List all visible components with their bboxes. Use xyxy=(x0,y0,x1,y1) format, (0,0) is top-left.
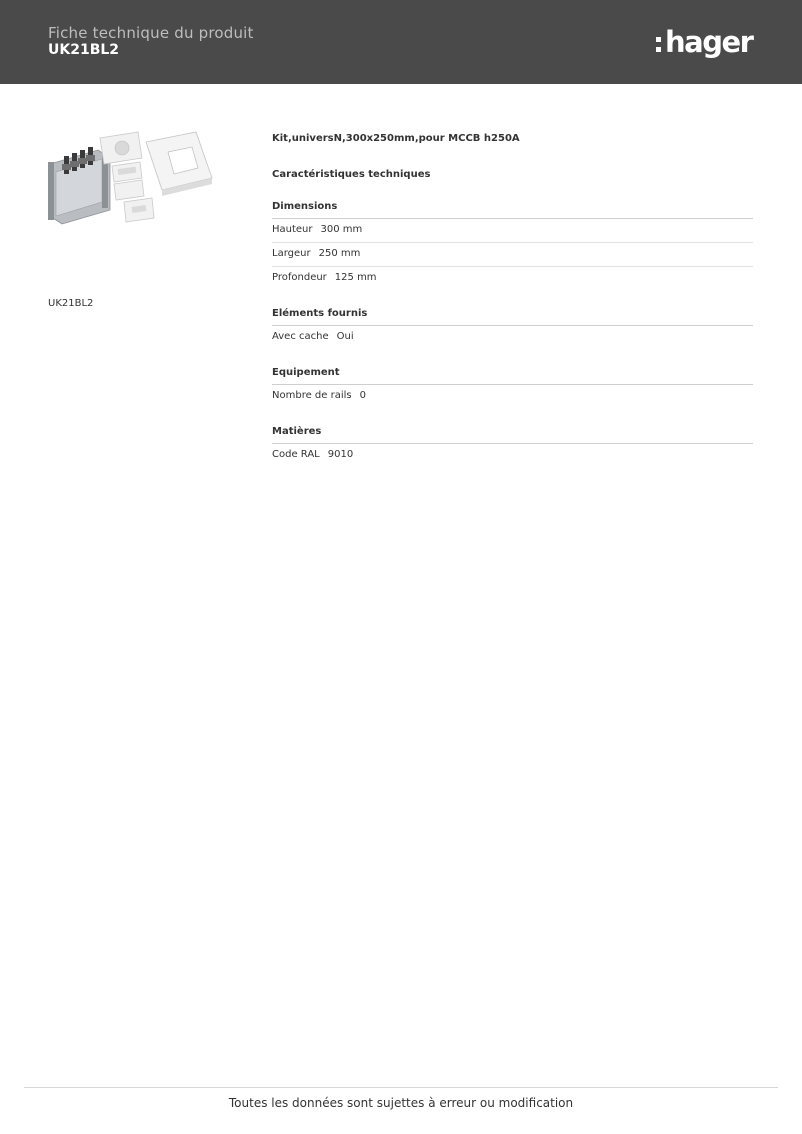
product-reference: UK21BL2 xyxy=(48,42,120,58)
spec-label: Hauteur xyxy=(272,224,313,235)
spec-value: 0 xyxy=(359,390,366,401)
spec-value: 125 mm xyxy=(334,272,377,283)
spec-label: Avec cache xyxy=(272,331,329,342)
spec-row-hauteur xyxy=(272,219,753,243)
product-kit-image xyxy=(46,128,216,228)
spec-label: Nombre de rails xyxy=(272,390,352,401)
spec-value: 250 mm xyxy=(318,248,361,259)
section-title: Eléments fournis xyxy=(272,308,753,326)
spec-row-nombre-de-rails xyxy=(272,385,753,408)
section-title: Dimensions xyxy=(272,201,753,219)
spec-value: 9010 xyxy=(327,449,354,460)
section-title: Matières xyxy=(272,426,753,444)
section-matieres xyxy=(272,426,753,467)
spec-row-largeur xyxy=(272,243,753,267)
spec-label: Code RAL xyxy=(272,449,320,460)
image-caption: UK21BL2 xyxy=(48,298,94,309)
spec-row-code-ral xyxy=(272,444,753,467)
spec-content xyxy=(272,133,753,467)
section-title: Equipement xyxy=(272,367,753,385)
section-elements-fournis xyxy=(272,308,753,349)
footer-divider xyxy=(24,1087,778,1088)
spec-value: 300 mm xyxy=(320,224,363,235)
spec-row-avec-cache xyxy=(272,326,753,349)
spec-label: Largeur xyxy=(272,248,311,259)
spec-value: Oui xyxy=(336,331,354,342)
footer-disclaimer: Toutes les données sont sujettes à erreur ou modification xyxy=(228,1096,574,1110)
logo-text: hager xyxy=(665,24,753,59)
spec-label: Profondeur xyxy=(272,272,327,283)
logo-colon-icon xyxy=(656,37,661,52)
section-dimensions xyxy=(272,201,753,290)
hager-logo xyxy=(656,22,752,62)
section-equipement xyxy=(272,367,753,408)
page-header xyxy=(0,0,802,84)
spec-heading: Caractéristiques techniques xyxy=(272,169,431,180)
product-title: Kit,universN,300x250mm,pour MCCB h250A xyxy=(272,133,520,144)
document-type: Fiche technique du produit xyxy=(48,24,254,42)
spec-row-profondeur xyxy=(272,267,753,290)
